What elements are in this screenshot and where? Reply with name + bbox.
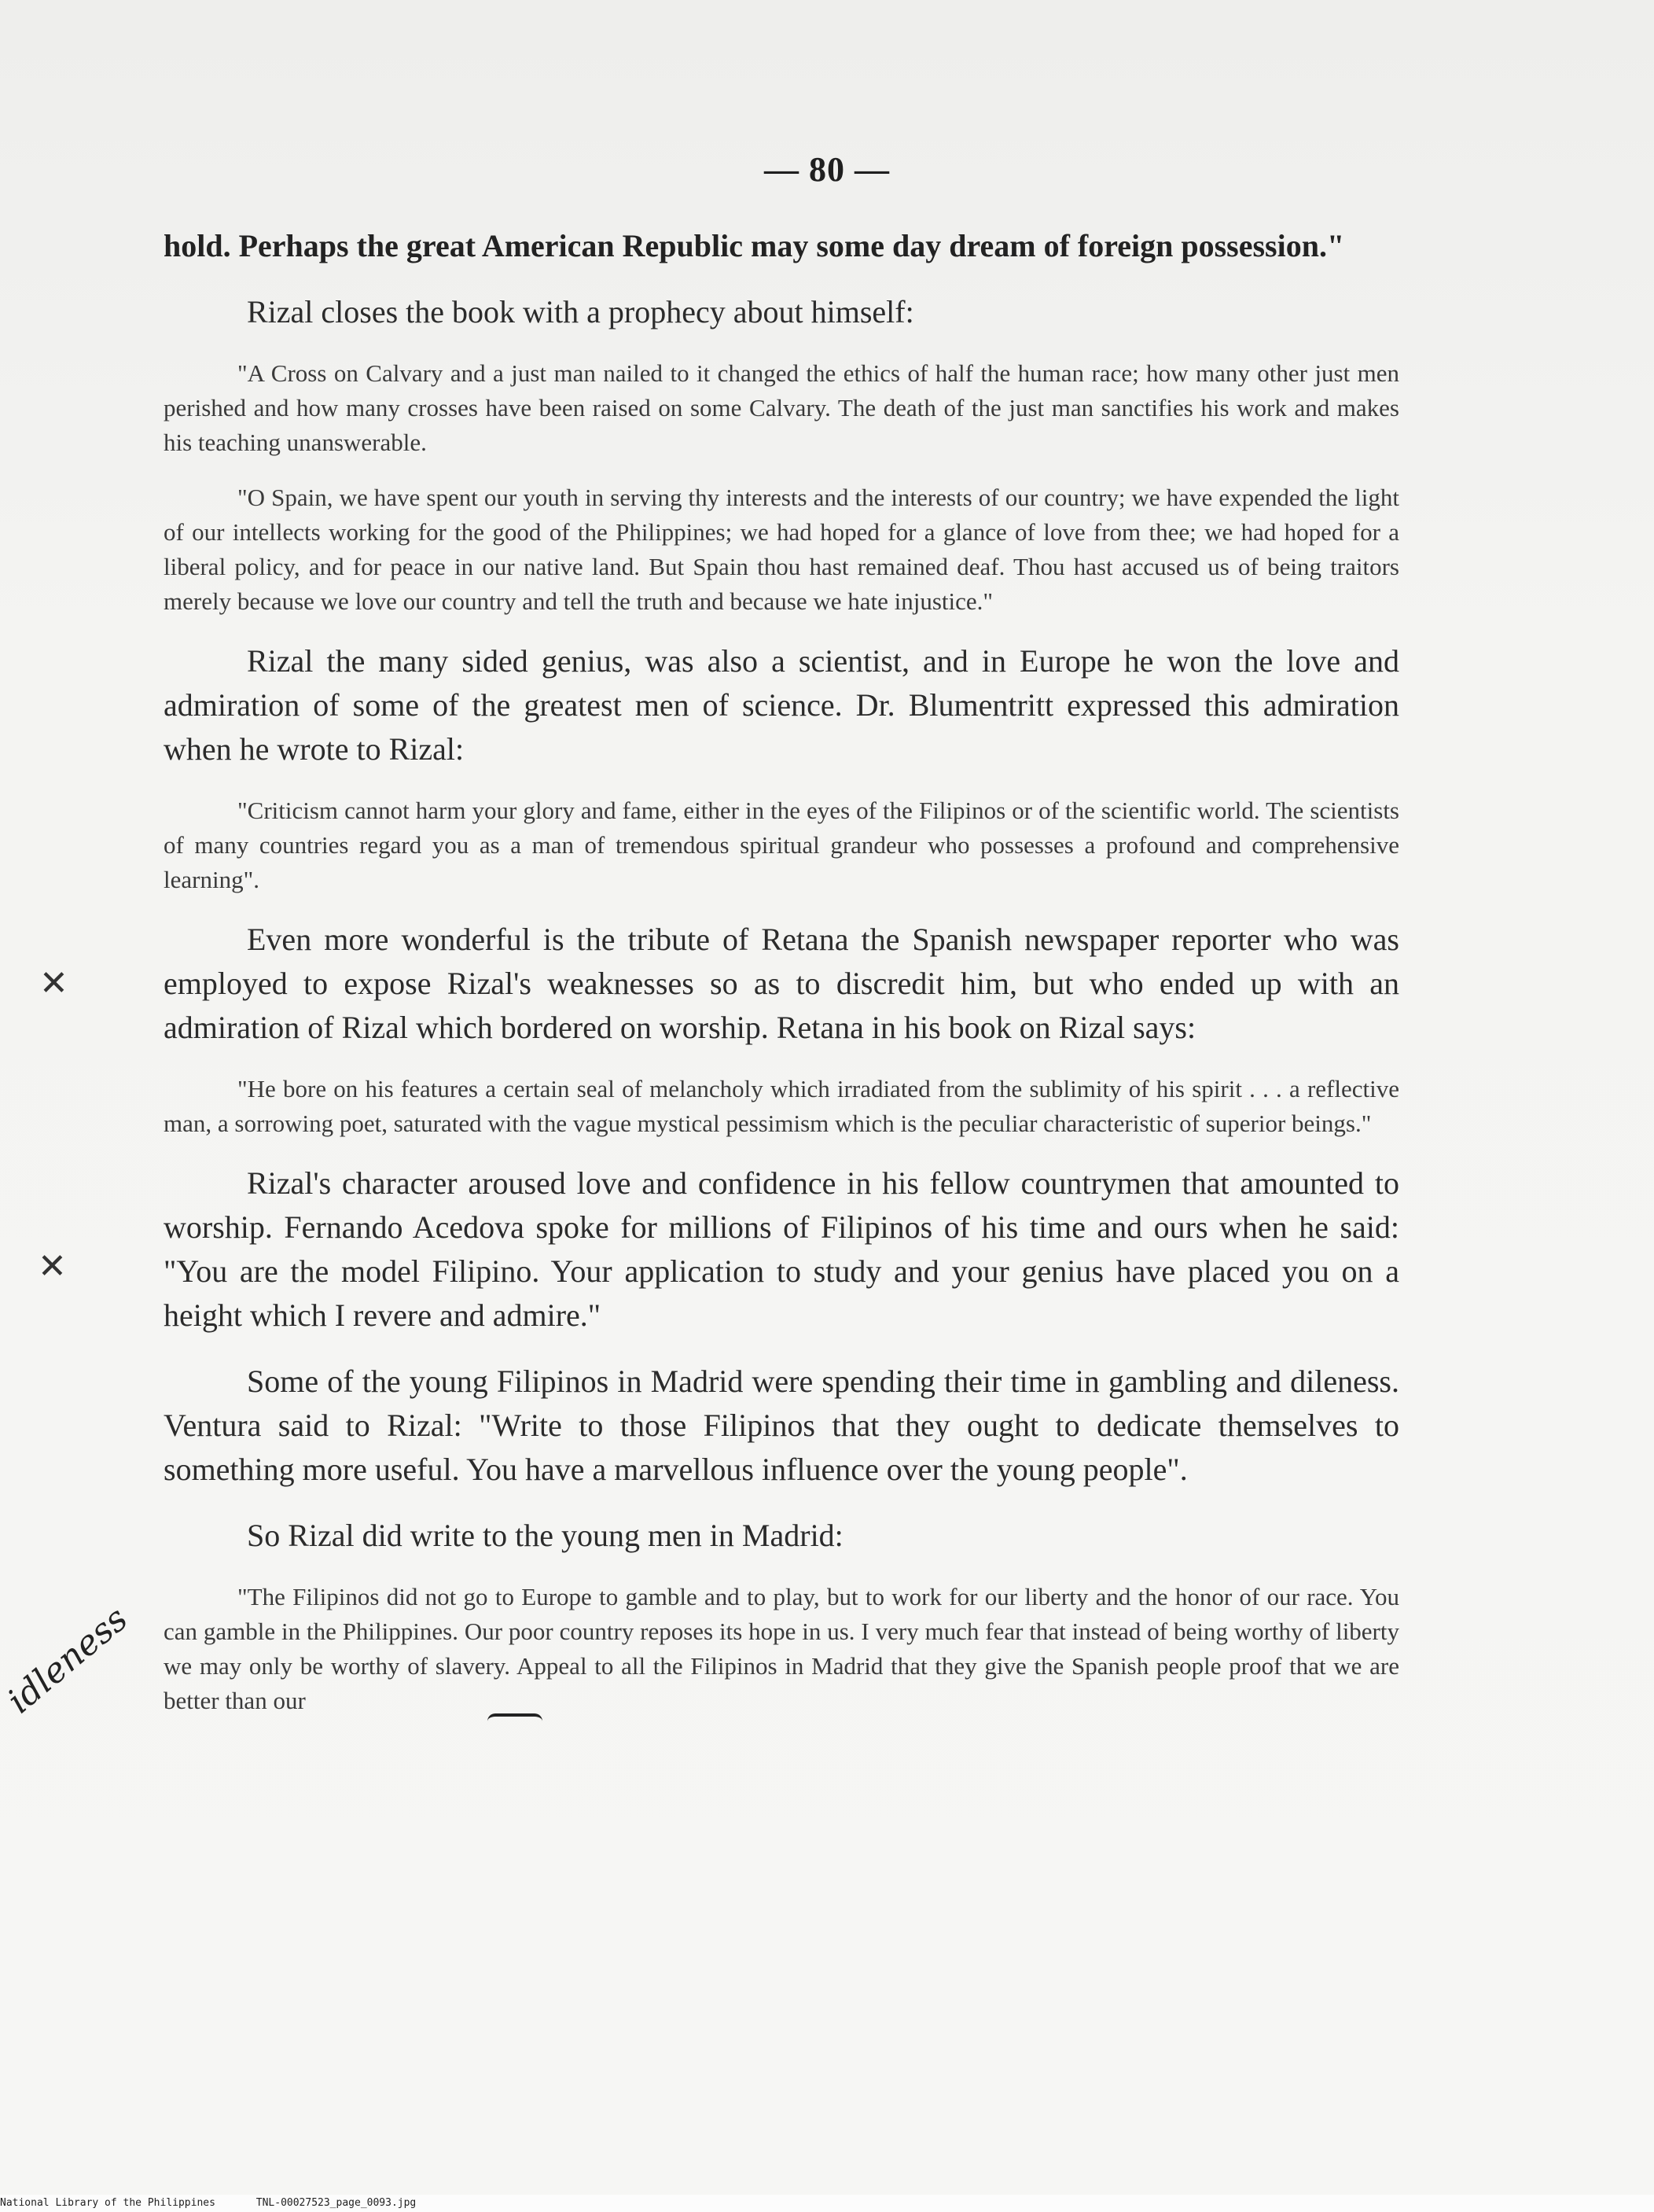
quote-retana: "He bore on his features a certain seal of melancholy which irradiated from the sublimity of his spirit . . . a reflective man, a sorrowing poet, saturated with the vague mystical pessimism which is the peculiar characteristic of superior beings.": [164, 1075, 1399, 1137]
paragraph-retana: Even more wonderful is the tribute of Retana the Spanish newspaper reporter who was employed to expose Rizal's weaknesses so as to discredit him, but who ended up with an admiration of Rizal which bordered on worship. Retana in his book on Rizal says:: [164, 922, 1399, 1045]
margin-cross-mark: ✕: [38, 1246, 67, 1286]
handwritten-annotation: idleness: [0, 1599, 136, 1722]
quote-letter-madrid: "The Filipinos did not go to Europe to gamble and to play, but to work for our liberty and the honor of our race. You can gamble in the Philippines. Our poor country reposes its hope in us. I very much fear that instead of being worthy of liberty we may only be worthy of slavery. Appeal to all the Filipinos in Madrid that they give the Spanish people proof that we are better than our: [164, 1583, 1399, 1714]
margin-cross-mark: ✕: [39, 963, 68, 1003]
footer-source: National Library of the Philippines: [0, 2197, 215, 2209]
paragraph-continuation: hold. Perhaps the great American Republic may some day dream of foreign possession.": [164, 228, 1345, 263]
handwritten-overline-mark: [487, 1713, 542, 1721]
footer-filename: TNL-00027523_page_0093.jpg: [255, 2197, 417, 2209]
paragraph-rizal-wrote: So Rizal did write to the young men in Madrid:: [247, 1518, 844, 1553]
quote-blumentritt: "Criticism cannot harm your glory and fame, either in the eyes of the Filipinos or of the scientific world. The scientists of many countries regard you as a man of tremendous spiritual grandeur who possesses a profound and comprehensive learning".: [164, 797, 1399, 893]
quote-o-spain: "O Spain, we have spent our youth in serving thy interests and the interests of our country; we have expended the light of our intellects working for the good of the Philippines; we had hoped for a glance of love from thee; we had hoped for a liberal policy, and for peace in our native land. But Spain thou hast remained deaf. Thou hast accused us of being traitors merely because we love our country and tell the truth and because we hate injustice.": [164, 484, 1399, 615]
page-number: — 80 —: [764, 150, 890, 189]
paragraph-prophecy-intro: Rizal closes the book with a prophecy about himself:: [247, 294, 914, 329]
scan-footer: [0, 2195, 1654, 2212]
paragraph-character: Rizal's character aroused love and confidence in his fellow countrymen that amounted to worship. Fernando Acedova spoke for millions of Filipinos of his time and ours when he said: "You are the model Filipino. Your application to study and your genius have placed you on a height which I revere and admire.": [164, 1165, 1399, 1333]
quote-calvary: "A Cross on Calvary and a just man nailed to it changed the ethics of half the human race; how many other just men perished and how many crosses have been raised on some Calvary. The death of the just man sanctifies his work and makes his teaching unanswerable.: [164, 359, 1399, 456]
page-content: [164, 224, 1399, 1739]
paragraph-scientist: Rizal the many sided genius, was also a scientist, and in Europe he won the love and admiration of some of the greatest men of science. Dr. Blumentritt expressed this admiration when he wrote to Rizal:: [164, 643, 1399, 767]
paragraph-madrid-youth: Some of the young Filipinos in Madrid were spending their time in gambling and dileness. Ventura said to Rizal: "Write to those Filipinos that they ought to dedicate themselves to something more useful. You have a marvellous influence over the young people".: [164, 1364, 1399, 1487]
